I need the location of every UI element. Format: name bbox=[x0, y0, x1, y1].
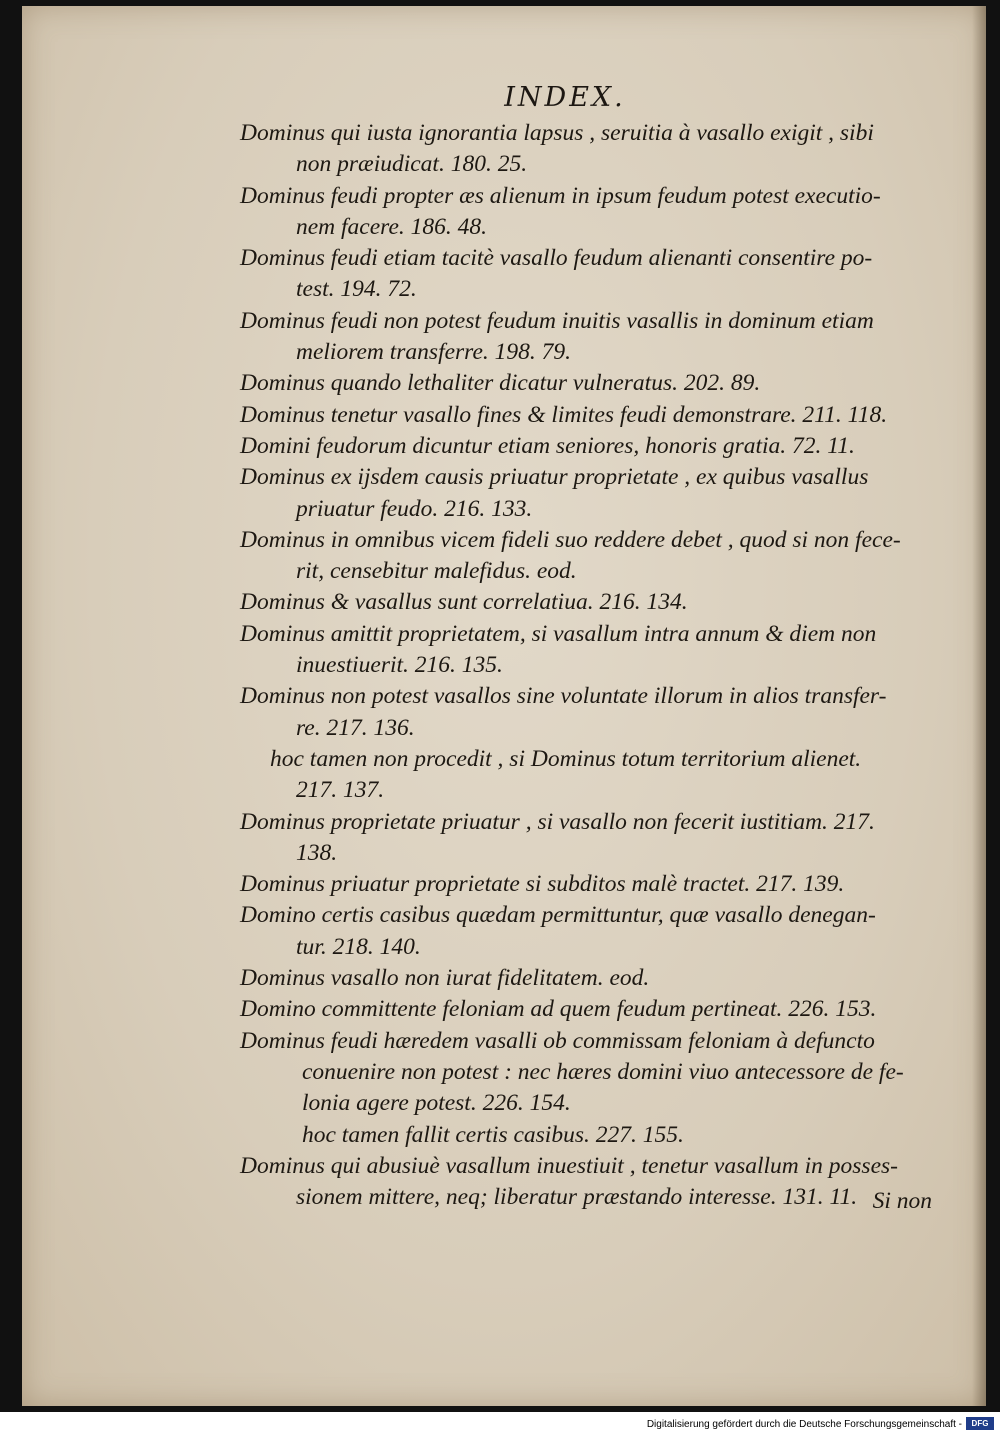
entry-line: Dominus feudi propter æs alienum in ipsum feudum potest executio- bbox=[240, 182, 881, 209]
index-entry bbox=[240, 587, 940, 618]
entry-continuation-line: conuenire non potest : nec hæres domini viuo antecessore de fe- bbox=[302, 1058, 904, 1085]
index-entry bbox=[240, 181, 940, 244]
entry-continuation-line: nem facere. 186. 48. bbox=[296, 213, 487, 240]
entry-line: Dominus tenetur vasallo fines & limites feudi demonstrare. 211. 118. bbox=[240, 401, 888, 428]
entry-line: Dominus priuatur proprietate si subditos malè tractet. 217. 139. bbox=[240, 871, 845, 898]
entry-continuation-line: rit, censebitur malefidus. eod. bbox=[296, 558, 577, 585]
entry-line: Domini feudorum dicuntur etiam seniores, honoris gratia. 72. 11. bbox=[240, 432, 855, 459]
entry-line: Dominus quando lethaliter dicatur vulneratus. 202. 89. bbox=[240, 370, 761, 397]
entry-line: Dominus feudi etiam tacitè vasallo feudum alienanti consentire po- bbox=[240, 245, 873, 272]
entry-continuation-line: inuestiuerit. 216. 135. bbox=[296, 652, 503, 679]
entry-continuation-line: sionem mittere, neq; liberatur præstando interesse. 131. 11. bbox=[296, 1184, 858, 1211]
index-entries bbox=[240, 118, 940, 1213]
entry-line: Dominus vasallo non iurat fidelitatem. eod. bbox=[240, 965, 650, 992]
index-entry bbox=[240, 963, 940, 994]
entry-continuation-line: test. 194. 72. bbox=[296, 276, 417, 303]
entry-line: Dominus proprietate priuatur , si vasallo non fecerit iustitiam. 217. bbox=[240, 808, 875, 835]
dfg-logo: DFG bbox=[966, 1417, 994, 1430]
index-entry bbox=[240, 118, 940, 181]
index-entry bbox=[240, 462, 940, 525]
entry-continuation-line: tur. 218. 140. bbox=[296, 933, 421, 960]
entry-line: Domino committente feloniam ad quem feudum pertineat. 226. 153. bbox=[240, 996, 877, 1023]
entry-line: hoc tamen fallit certis casibus. 227. 155. bbox=[302, 1121, 684, 1148]
index-entry bbox=[240, 807, 940, 870]
entry-continuation-line: 138. bbox=[296, 839, 338, 866]
entry-line: Dominus feudi hæredem vasalli ob commissam feloniam à defuncto bbox=[240, 1027, 875, 1054]
index-entry bbox=[240, 619, 940, 682]
index-entry bbox=[240, 994, 940, 1025]
index-entry bbox=[240, 1151, 940, 1214]
entry-continuation-line: 217. 137. bbox=[296, 777, 385, 804]
entry-line: hoc tamen non procedit , si Dominus totum territorium alienet. bbox=[270, 745, 862, 772]
page-header: INDEX. bbox=[504, 82, 626, 113]
index-entry bbox=[240, 900, 940, 963]
catchword: Si non bbox=[872, 1188, 932, 1214]
entry-continuation-line: non præiudicat. 180. 25. bbox=[296, 151, 528, 178]
footer-text: Digitalisierung gefördert durch die Deutsche Forschungsgemeinschaft - bbox=[646, 1419, 962, 1430]
entry-continuation-line: meliorem transferre. 198. 79. bbox=[296, 339, 572, 366]
entry-continuation-line: re. 217. 136. bbox=[296, 714, 415, 741]
index-entry bbox=[240, 869, 940, 900]
entry-line: Dominus amittit proprietatem, si vasallum intra annum & diem non bbox=[240, 620, 877, 647]
digitization-footer bbox=[0, 1412, 1000, 1435]
page-edge-shadow bbox=[972, 6, 986, 1406]
entry-line: Dominus qui iusta ignorantia lapsus , seruitia à vasallo exigit , sibi bbox=[240, 120, 874, 146]
entry-line: Dominus non potest vasallos sine voluntate illorum in alios transfer- bbox=[240, 683, 887, 710]
entry-line: Dominus feudi non potest feudum inuitis vasallis in dominum etiam bbox=[240, 307, 874, 334]
entry-line: Dominus & vasallus sunt correlatiua. 216. 134. bbox=[240, 589, 688, 616]
index-entry bbox=[240, 681, 940, 744]
entry-continuation-line: priuatur feudo. 216. 133. bbox=[296, 495, 533, 522]
index-entry bbox=[240, 400, 940, 431]
entry-line: Dominus ex ijsdem causis priuatur proprietate , ex quibus vasallus bbox=[240, 464, 869, 491]
entry-continuation-line: lonia agere potest. 226. 154. bbox=[302, 1090, 571, 1117]
index-entry bbox=[240, 1120, 940, 1151]
index-entry bbox=[240, 1026, 940, 1120]
index-entry bbox=[240, 243, 940, 306]
index-entry bbox=[240, 525, 940, 588]
index-entry bbox=[240, 431, 940, 462]
entry-line: Dominus qui abusiuè vasallum inuestiuit , tenetur vasallum in posses- bbox=[240, 1152, 898, 1179]
entry-line: Dominus in omnibus vicem fideli suo reddere debet , quod si non fece- bbox=[240, 526, 901, 553]
index-entry bbox=[240, 306, 940, 369]
index-entry bbox=[240, 368, 940, 399]
index-entry bbox=[240, 744, 940, 807]
entry-line: Domino certis casibus quædam permittuntur, quæ vasallo denegan- bbox=[240, 902, 876, 929]
